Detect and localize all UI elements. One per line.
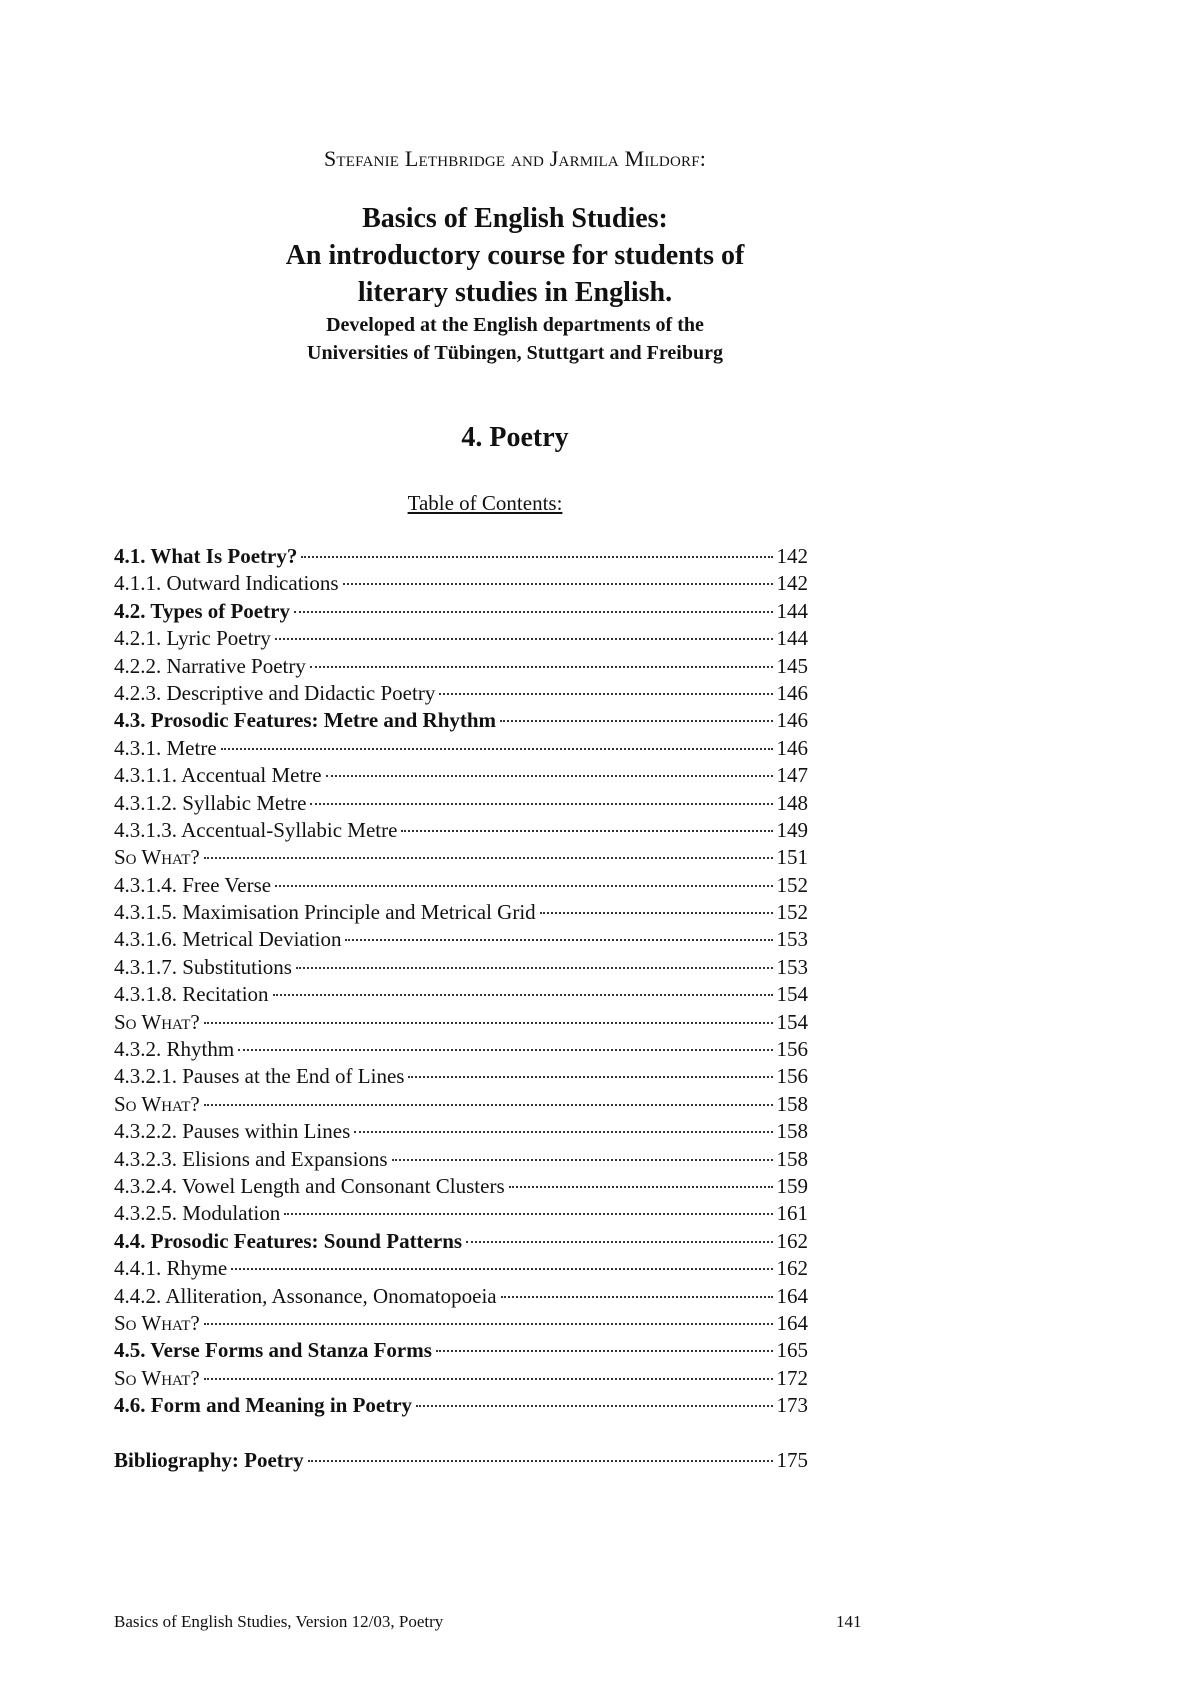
toc-dot-leader — [294, 611, 773, 613]
toc-entry-label: 4.4.1. Rhyme — [114, 1256, 228, 1281]
toc-entry[interactable] — [114, 1118, 808, 1145]
toc-entry-label: So What? — [114, 1365, 200, 1390]
toc-entry[interactable] — [114, 707, 808, 734]
toc-entry-label: 4.3.1.5. Maximisation Principle and Metrical Grid — [114, 900, 536, 925]
toc-entry-label: 4.3.1.2. Syllabic Metre — [114, 790, 307, 815]
toc-entry-label: 4.3.1.8. Recitation — [114, 982, 269, 1007]
toc-entry-label: 4.2.2. Narrative Poetry — [114, 653, 306, 678]
toc-entry[interactable] — [114, 625, 808, 652]
toc-entry-page: 158 — [776, 1119, 808, 1144]
toc-entry-page: 153 — [776, 927, 808, 952]
toc-entry[interactable] — [114, 543, 808, 570]
toc-entry[interactable] — [114, 1091, 808, 1118]
toc-entry[interactable] — [114, 1365, 808, 1392]
toc-entry-label: 4.3.2. Rhythm — [114, 1037, 235, 1062]
authors-line: Stefanie Lethbridge and Jarmila Mildorf: — [323, 146, 707, 171]
toc-entry-label: 4.3.2.2. Pauses within Lines — [114, 1119, 351, 1144]
toc-entry-page: 159 — [776, 1173, 808, 1198]
toc-entry-page: 175 — [776, 1447, 808, 1472]
toc-dot-leader — [204, 1104, 773, 1106]
toc-dot-leader — [221, 748, 773, 750]
toc-entry[interactable] — [114, 735, 808, 762]
toc-entry-page: 156 — [776, 1064, 808, 1089]
toc-entry[interactable] — [114, 844, 808, 871]
table-of-contents — [114, 543, 808, 1474]
toc-entry-label: 4.3.1.4. Free Verse — [114, 872, 272, 897]
footer-page-number: 141 — [836, 1612, 862, 1631]
toc-entry-page: 158 — [776, 1146, 808, 1171]
toc-entry-page: 164 — [776, 1310, 808, 1335]
toc-entry-page: 173 — [776, 1393, 808, 1418]
toc-entry[interactable] — [114, 817, 808, 844]
toc-entry-page: 152 — [776, 900, 808, 925]
toc-entry[interactable] — [114, 1036, 808, 1063]
toc-entry[interactable] — [114, 872, 808, 899]
toc-entry[interactable] — [114, 1200, 808, 1227]
toc-entry-page: 148 — [776, 790, 808, 815]
toc-entry[interactable] — [114, 653, 808, 680]
toc-entry-label: 4.2.1. Lyric Poetry — [114, 626, 271, 651]
toc-dot-leader — [310, 803, 772, 805]
toc-entry-page: 152 — [776, 872, 808, 897]
toc-entry[interactable] — [114, 1173, 808, 1200]
toc-entry[interactable] — [114, 790, 808, 817]
toc-entry-label: 4.4. Prosodic Features: Sound Patterns — [114, 1228, 463, 1253]
toc-entry-page: 142 — [776, 544, 808, 568]
toc-dot-leader — [275, 885, 772, 887]
book-title-line-2: An introductory course for students of — [285, 240, 745, 271]
toc-entry-page: 144 — [776, 626, 808, 651]
toc-dot-leader — [231, 1268, 772, 1270]
toc-dot-leader — [308, 1460, 773, 1462]
toc-entry-page: 145 — [776, 653, 808, 678]
toc-entry-page: 156 — [776, 1037, 808, 1062]
toc-entry-page: 153 — [776, 954, 808, 979]
toc-entry-page: 162 — [776, 1228, 808, 1253]
toc-entry-page: 147 — [776, 763, 808, 788]
toc-entry-label: 4.3.1.7. Substitutions — [114, 954, 292, 979]
toc-entry-page: 146 — [776, 735, 808, 760]
toc-entry-label: 4.1.1. Outward Indications — [114, 571, 339, 596]
toc-entry-label: 4.3.1. Metre — [114, 735, 217, 760]
toc-dot-leader — [204, 1022, 773, 1024]
toc-entry[interactable] — [114, 598, 808, 625]
toc-entry-label: So What? — [114, 1091, 200, 1116]
footer-text: Basics of English Studies, Version 12/03, Poetry — [114, 1612, 444, 1631]
toc-entry-label: So What? — [114, 1310, 200, 1335]
toc-entry[interactable] — [114, 1310, 808, 1337]
toc-entry-label: 4.2. Types of Poetry — [114, 598, 290, 623]
toc-entry[interactable] — [114, 1228, 808, 1255]
toc-entry[interactable] — [114, 981, 808, 1008]
toc-entry-label: 4.4.2. Alliteration, Assonance, Onomatopoeia — [114, 1283, 497, 1308]
toc-dot-leader — [310, 666, 773, 668]
toc-entry-page: 161 — [776, 1201, 808, 1226]
toc-entry-label: 4.3.2.3. Elisions and Expansions — [114, 1146, 388, 1171]
toc-entry-label: 4.3.2.1. Pauses at the End of Lines — [114, 1064, 405, 1089]
toc-entry-page: 142 — [776, 571, 808, 596]
toc-entry[interactable] — [114, 1392, 808, 1419]
toc-entry-page: 149 — [776, 817, 808, 842]
toc-dot-leader — [204, 1378, 773, 1380]
toc-entry-page: 158 — [776, 1091, 808, 1116]
book-title-block — [0, 200, 1030, 367]
toc-dot-leader — [301, 556, 772, 558]
toc-entry[interactable] — [114, 570, 808, 597]
book-subtitle-line-2: Universities of Tübingen, Stuttgart and Freiburg — [307, 342, 723, 364]
toc-dot-leader — [416, 1405, 772, 1407]
toc-entry-label: 4.1. What Is Poetry? — [114, 544, 298, 568]
toc-entry[interactable] — [114, 1009, 808, 1036]
toc-dot-leader — [273, 994, 773, 996]
toc-entry-page: 172 — [776, 1365, 808, 1390]
toc-dot-leader — [501, 1296, 773, 1298]
toc-dot-leader — [204, 857, 773, 859]
toc-dot-leader — [204, 1323, 773, 1325]
chapter-title: 4. Poetry — [461, 422, 569, 453]
toc-entry[interactable] — [114, 899, 808, 926]
toc-entry-page: 144 — [776, 598, 808, 623]
toc-dot-leader — [275, 638, 773, 640]
toc-entry[interactable] — [114, 762, 808, 789]
toc-dot-leader — [392, 1159, 773, 1161]
toc-entry-page: 162 — [776, 1256, 808, 1281]
toc-dot-leader — [284, 1213, 772, 1215]
toc-dot-leader — [436, 1350, 773, 1352]
toc-entry[interactable] — [114, 1283, 808, 1310]
toc-entry-page: 154 — [776, 982, 808, 1007]
toc-dot-leader — [466, 1241, 772, 1243]
toc-dot-leader — [500, 720, 772, 722]
toc-entry-label: 4.3.2.4. Vowel Length and Consonant Clusters — [114, 1173, 505, 1198]
toc-dot-leader — [238, 1049, 772, 1051]
toc-dot-leader — [343, 583, 773, 585]
toc-entry-page: 165 — [776, 1338, 808, 1363]
toc-entry-label: 4.5. Verse Forms and Stanza Forms — [114, 1338, 432, 1363]
toc-entry[interactable] — [114, 1447, 808, 1474]
book-title-line-1: Basics of English Studies: — [362, 203, 668, 234]
toc-entry-page: 154 — [776, 1009, 808, 1034]
toc-entry-label: 4.6. Form and Meaning in Poetry — [114, 1393, 413, 1418]
toc-dot-leader — [296, 967, 773, 969]
toc-entry[interactable] — [114, 680, 808, 707]
toc-dot-leader — [326, 775, 773, 777]
toc-entry-label: 4.3. Prosodic Features: Metre and Rhythm — [114, 708, 497, 733]
toc-entry-label: 4.2.3. Descriptive and Didactic Poetry — [114, 680, 436, 705]
toc-dot-leader — [509, 1186, 773, 1188]
toc-entry[interactable] — [114, 1146, 808, 1173]
toc-entry-label: 4.3.1.1. Accentual Metre — [114, 763, 322, 788]
toc-entry-page: 146 — [776, 680, 808, 705]
toc-entry-label: So What? — [114, 845, 200, 870]
toc-dot-leader — [439, 693, 772, 695]
toc-heading: Table of Contents: — [407, 491, 563, 515]
toc-entry[interactable] — [114, 954, 808, 981]
toc-entry-label: 4.3.1.6. Metrical Deviation — [114, 927, 342, 952]
book-subtitle-line-1: Developed at the English departments of the — [326, 314, 704, 336]
toc-entry[interactable] — [114, 1337, 808, 1364]
toc-dot-leader — [540, 912, 773, 914]
toc-entry-label: Bibliography: Poetry — [114, 1447, 304, 1472]
toc-entry-page: 146 — [776, 708, 808, 733]
toc-dot-leader — [354, 1131, 772, 1133]
toc-entry[interactable] — [114, 1255, 808, 1282]
toc-dot-leader — [345, 939, 772, 941]
toc-entry[interactable] — [114, 926, 808, 953]
toc-entry-label: So What? — [114, 1009, 200, 1034]
toc-entry-label: 4.3.1.3. Accentual-Syllabic Metre — [114, 817, 398, 842]
toc-dot-leader — [408, 1076, 772, 1078]
toc-entry[interactable] — [114, 1063, 808, 1090]
toc-entry-page: 151 — [776, 845, 808, 870]
toc-entry-label: 4.3.2.5. Modulation — [114, 1201, 281, 1226]
toc-dot-leader — [401, 830, 772, 832]
toc-entry-page: 164 — [776, 1283, 808, 1308]
book-title-line-3: literary studies in English. — [357, 277, 673, 308]
